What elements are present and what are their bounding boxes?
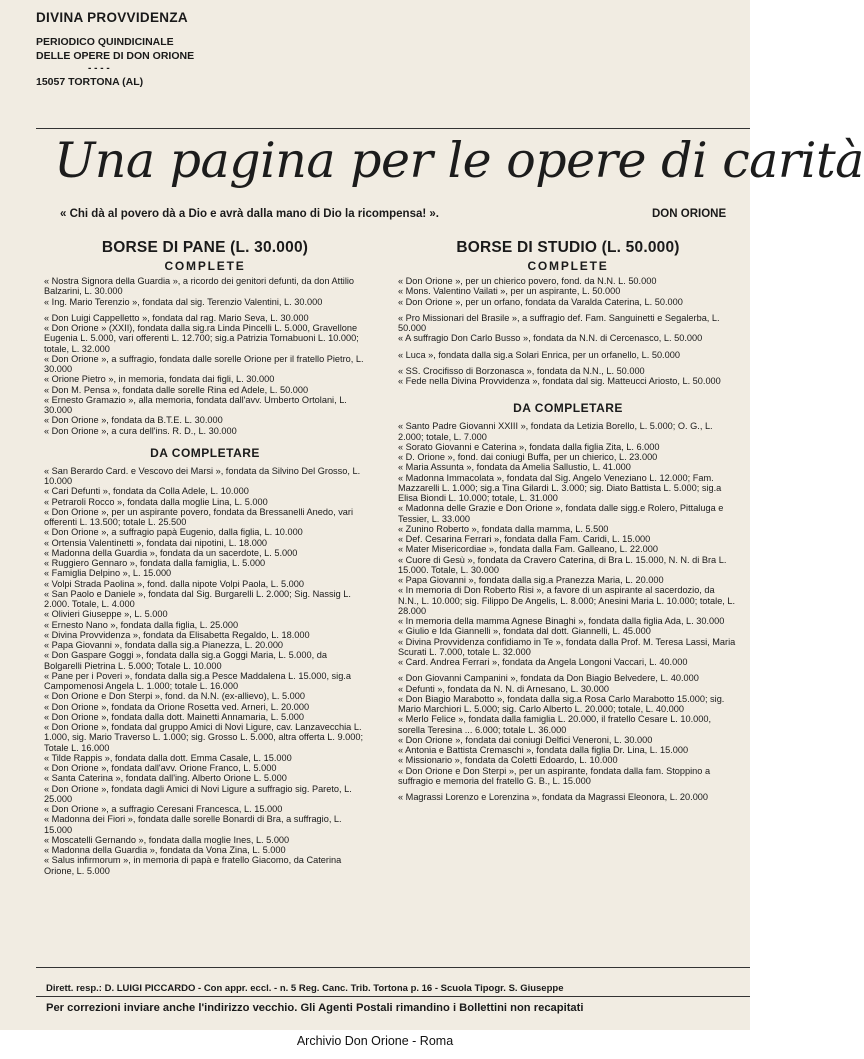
list-item: « Antonia e Battista Cremaschi », fondata dalla figlia Dr. Lina, L. 15.000: [398, 745, 689, 755]
top-rule: [36, 128, 750, 129]
list-item: « Don Giovanni Campanini », fondata da Don Biagio Belvedere, L. 40.000: [398, 673, 699, 684]
list-item: « Ernesto Gramazio », alla memoria, fondata dall'avv. Umberto Ortolani, L. 30.000: [44, 394, 347, 415]
left-heading: BORSE DI PANE (L. 30.000): [101, 239, 309, 256]
list-item: « Pane per i Poveri », fondata dalla sig.a Pesce Maddalena L. 15.000, sig.a Campomenosi Angela L. 1.000; totale L. 16.000: [44, 670, 351, 691]
postal-notice: Per correzioni inviare anche l'indirizzo vecchio. Gli Agenti Postali rimandino i Bollettini non recapitati: [46, 1002, 584, 1014]
list-item: « Sorato Giovanni e Caterina », fondata dalla figlia Zita, L. 6.000: [398, 441, 660, 452]
quote: « Chi dà al povero dà a Dio e avrà dalla mano di Dio la ricompensa! ».: [60, 208, 439, 220]
list-item: « SS. Crocifisso di Borzonasca », fondata da N.N., L. 50.000: [398, 365, 645, 376]
list-item: « San Paolo e Daniele », fondata dal Sig. Burgarelli L. 2.000; Sig. Nassig L. 2.000. Totale, L. 4.000: [44, 588, 351, 609]
list-item: « Divina Provvidenza », fondata da Elisabetta Regaldo, L. 18.000: [44, 629, 310, 640]
list-item: « Don Orione » (XXII), fondata dalla sig.ra Linda Pincelli L. 5.000, Gravellone Eugenia L. 5.000, vari offerenti L. 12.700; sig.a Patrizia Tornabuoni L. 10.000; totale, L. 32.000: [44, 323, 359, 354]
list-item: « Don Orione », fondata dall'avv. Orione Franco, L. 5.000: [44, 763, 277, 773]
list-item: « Pro Missionari del Brasile », a suffragio def. Fam. Sanguinetti e Segalerba, L. 50.000: [398, 312, 720, 333]
list-item: « Zunino Roberto », fondata dalla mamma, L. 5.500: [398, 523, 609, 534]
masthead-address: 15057 TORTONA (AL): [36, 76, 144, 88]
list-item: « Don Orione e Don Sterpi », fond. da N.N. (ex-allievo), L. 5.000: [44, 691, 305, 702]
left-column: [44, 232, 366, 876]
list-item: « Ernesto Nano », fondata dalla figlia, L. 25.000: [44, 619, 239, 630]
list-item: « Don Orione », fondata dagli Amici di Novi Ligure a suffragio sig. Pareto, L. 25.000: [44, 783, 352, 804]
list-item: « San Berardo Card. e Vescovo dei Marsi », fondata da Silvino Del Grosso, L. 10.000: [44, 465, 361, 486]
list-item: « Don Biagio Marabotto », fondata dalla sig.a Rosa Carlo Marabotto 15.000; sig. Mario Marchiori L. 5.000; sig. Carlo Alberto L. 20.000; totale, L. 40.000: [398, 693, 725, 714]
list-item: « Don Orione », fondata dai coniugi Delfici Veneroni, L. 30.000: [398, 734, 653, 745]
list-item: « Ortensia Valentinetti », fondata dai nipotini, L. 18.000: [44, 537, 268, 548]
list-item: « Don Orione », fondata da B.T.E. L. 30.000: [44, 415, 223, 426]
list-item: « Santo Padre Giovanni XXIII », fondata da Letizia Borello, L. 5.000; O. G., L. 2.000; totale, L. 7.000: [398, 421, 713, 442]
list-item: « In memoria di Don Roberto Risi », a favore di un aspirante al sacerdozio, da N.N., L. 10.000; sig. Filippo De Angelis, L. 8.000; Anesini Maria L. 10.000; totale, L. 28.000: [398, 585, 736, 616]
list-item: « Don Orione », a cura dell'ins. R. D., L. 30.000: [44, 425, 237, 436]
masthead-subtitle-2: DELLE OPERE DI DON ORIONE: [36, 50, 195, 62]
page-title: Una pagina per le opere di carità: [54, 132, 864, 189]
list-item: « Merlo Felice », fondata dalla famiglia L. 20.000, il fratello Cesare L. 10.000, sorella Teresina ... 6.000; totale L. 36.000: [398, 714, 712, 735]
list-item: « Don Orione », a suffragio, fondata dalle sorelle Orione per il fratello Pietro, L. 30.000: [44, 353, 364, 374]
archive-caption: Archivio Don Orione - Roma: [296, 1034, 454, 1048]
list-item: « Defunti », fondata da N. N. di Arnesano, L. 30.000: [398, 683, 609, 694]
list-item: « Divina Provvidenza confidiamo in Te », fondata dalla Prof. M. Teresa Lassi, Maria Scurati L. 7.000, totale L. 32.000: [398, 636, 736, 657]
list-item: « Petraroli Rocco », fondata dalla moglie Lina, L. 5.000: [44, 496, 268, 507]
list-item: « Don Gaspare Goggi », fondata dalla sig.a Goggi Maria, L. 5.000, da Bolgarelli Pietrina L. 5.000; Totale L. 10.000: [44, 650, 327, 671]
list-item: « Mater Misericordiae », fondata dalla Fam. Galleano, L. 22.000: [398, 544, 658, 555]
list-item: « Madonna Immacolata », fondata dal Sig. Angelo Veneziano L. 12.000; Fam. Mazzarelli L. 1.000; sig.a Tina Gilardi L. 3.000; sig. Diato Battista L. 5.000; sig.a Elisa Biondi L. 10.000; totale, L. 31.000: [398, 472, 722, 503]
left-todo-list: [44, 466, 366, 876]
quote-author: DON ORIONE: [652, 208, 727, 220]
list-item: « Luca », fondata dalla sig.a Solari Enrica, per un orfanello, L. 50.000: [398, 349, 680, 360]
right-complete-label: COMPLETE: [527, 259, 609, 273]
list-item: « Salus infirmorum », in memoria di papà e fratello Giacomo, da Caterina Orione, L. 5.000: [44, 855, 342, 876]
list-item: « Tilde Rappis », fondata dalla dott. Emma Casale, L. 15.000: [44, 752, 292, 763]
list-item: « Papa Giovanni », fondata dalla sig.a Pranezza Maria, L. 20.000: [398, 575, 664, 585]
list-item: « Maria Assunta », fondata da Amelia Sallustio, L. 41.000: [398, 462, 631, 473]
list-item: « Volpi Strada Paolina », fond. dalla nipote Volpi Paola, L. 5.000: [44, 578, 304, 589]
list-item: « Giulio e Ida Giannelli », fondata dal dott. Giannelli, L. 45.000: [398, 626, 651, 637]
list-item: « Madonna della Guardia », fondata da un sacerdote, L. 5.000: [44, 547, 298, 558]
left-complete-label: COMPLETE: [164, 259, 246, 273]
list-item: « Don Orione », a suffragio Ceresani Francesca, L. 15.000: [44, 804, 283, 814]
list-item: « D. Orione », fond. dai coniugi Buffa, per un chierico, L. 23.000: [398, 452, 658, 462]
imprint-line: Dirett. resp.: D. LUIGI PICCARDO - Con appr. eccl. - n. 5 Reg. Canc. Trib. Tortona p. 16 - Scuola Tipogr. S. Giuseppe: [46, 983, 564, 994]
list-item: « Magrassi Lorenzo e Lorenzina », fondata da Magrassi Eleonora, L. 20.000: [398, 792, 709, 802]
list-item: « Missionario », fondata da Coletti Edoardo, L. 10.000: [398, 755, 618, 766]
right-todo-label: DA COMPLETARE: [513, 401, 623, 416]
right-heading: BORSE DI STUDIO (L. 50.000): [456, 239, 680, 256]
footer-rule-bottom: [36, 996, 750, 997]
list-item: « Don Orione », fondata dal gruppo Amici di Novi Ligure, cav. Lanzavecchia L. 1.000, sig. Mario Traverso L. 1.000; sig. Grosso L. 5.000, altra offerta L. 9.000; Totale L. 16.000: [44, 722, 364, 753]
right-complete-list: [398, 276, 738, 386]
list-item: « Don Orione e Don Sterpi », per un aspirante, fondata dalla fam. Stoppino a suffragio e memoria del fratello G. B., L. 15.000: [398, 765, 711, 786]
list-item: « Madonna dei Fiori », fondata dalle sorelle Bonardi di Bra, a suffragio, L. 15.000: [44, 814, 342, 835]
list-item: « Orione Pietro », in memoria, fondata dai figli, L. 30.000: [44, 374, 275, 385]
list-item: « Mons. Valentino Vailati », per un aspirante, L. 50.000: [398, 286, 621, 297]
right-todo-list: [398, 421, 738, 802]
list-item: « Ruggiero Gennaro », fondata dalla famiglia, L. 5.000: [44, 558, 266, 568]
list-item: « Papa Giovanni », fondata dalla sig.a Pianezza, L. 20.000: [44, 640, 284, 650]
masthead-title: DIVINA PROVVIDENZA: [36, 10, 188, 25]
list-item: « Card. Andrea Ferrari », fondata da Angela Longoni Vaccari, L. 40.000: [398, 657, 688, 667]
list-item: « Cari Defunti », fondata da Colla Adele, L. 10.000: [44, 486, 249, 497]
masthead: [36, 10, 216, 88]
left-complete-list: [44, 276, 366, 436]
list-item: « Don M. Pensa », fondata dalle sorelle Rina ed Adele, L. 50.000: [44, 384, 309, 395]
list-item: « Nostra Signora della Guardia », a ricordo dei genitori defunti, da don Attilio Balzarini, L. 30.000: [44, 276, 355, 297]
list-item: « Fede nella Divina Provvidenza », fondata dal sig. Matteucci Ariosto, L. 50.000: [398, 376, 721, 386]
list-item: « Def. Cesarina Ferrari », fondata dalla Fam. Caridi, L. 15.000: [398, 534, 651, 544]
list-item: « Don Orione », per un chierico povero, fond. da N.N. L. 50.000: [398, 276, 657, 286]
list-item: « Don Orione », per un orfano, fondata da Varalda Caterina, L. 50.000: [398, 296, 683, 307]
list-item: « Don Orione », a suffragio papà Eugenio, dalla figlia, L. 10.000: [44, 527, 303, 538]
list-item: « In memoria della mamma Agnese Binaghi », fondata dalla figlia Ada, L. 30.000: [398, 616, 725, 626]
list-item: « Moscatelli Gernando », fondata dalla moglie Ines, L. 5.000: [44, 834, 290, 845]
list-item: « Madonna della Guardia », fondata da Vona Zina, L. 5.000: [44, 845, 286, 855]
list-item: « Don Orione », per un aspirante povero, fondata da Bressanelli Anedo, vari offerenti L. 13.500; totale L. 25.500: [44, 506, 353, 527]
list-item: « Madonna delle Grazie e Don Orione », fondata dalle sigg.e Rolero, Pittaluga e Tessier, L. 33.000: [398, 503, 724, 524]
right-column: [398, 232, 738, 802]
list-item: « Santa Caterina », fondata dall'ing. Alberto Orione L. 5.000: [44, 773, 287, 784]
list-item: « Don Orione », fondata da Orione Rosetta ved. Arneri, L. 20.000: [44, 701, 310, 712]
masthead-dash: - - - -: [88, 63, 110, 74]
left-todo-label: DA COMPLETARE: [150, 445, 260, 460]
list-item: « A suffragio Don Carlo Busso », fondata da N.N. di Cercenasco, L. 50.000: [398, 333, 703, 344]
list-item: « Don Orione », fondata dalla dott. Mainetti Annamaria, L. 5.000: [44, 711, 304, 722]
list-item: « Famiglia Delpino », L. 15.000: [44, 568, 172, 579]
list-item: « Cuore di Gesù », fondata da Cravero Caterina, di Bra L. 15.000, N. N. di Bra L. 15.000. Totale, L. 30.000: [398, 554, 727, 575]
list-item: « Ing. Mario Terenzio », fondata dal sig. Terenzio Valentini, L. 30.000: [44, 296, 323, 307]
list-item: « Olivieri Giuseppe », L. 5.000: [44, 609, 168, 620]
list-item: « Don Luigi Cappelletto », fondata dal rag. Mario Seva, L. 30.000: [44, 312, 309, 323]
footer-rule-top: [36, 967, 750, 968]
masthead-subtitle-1: PERIODICO QUINDICINALE: [36, 36, 174, 48]
